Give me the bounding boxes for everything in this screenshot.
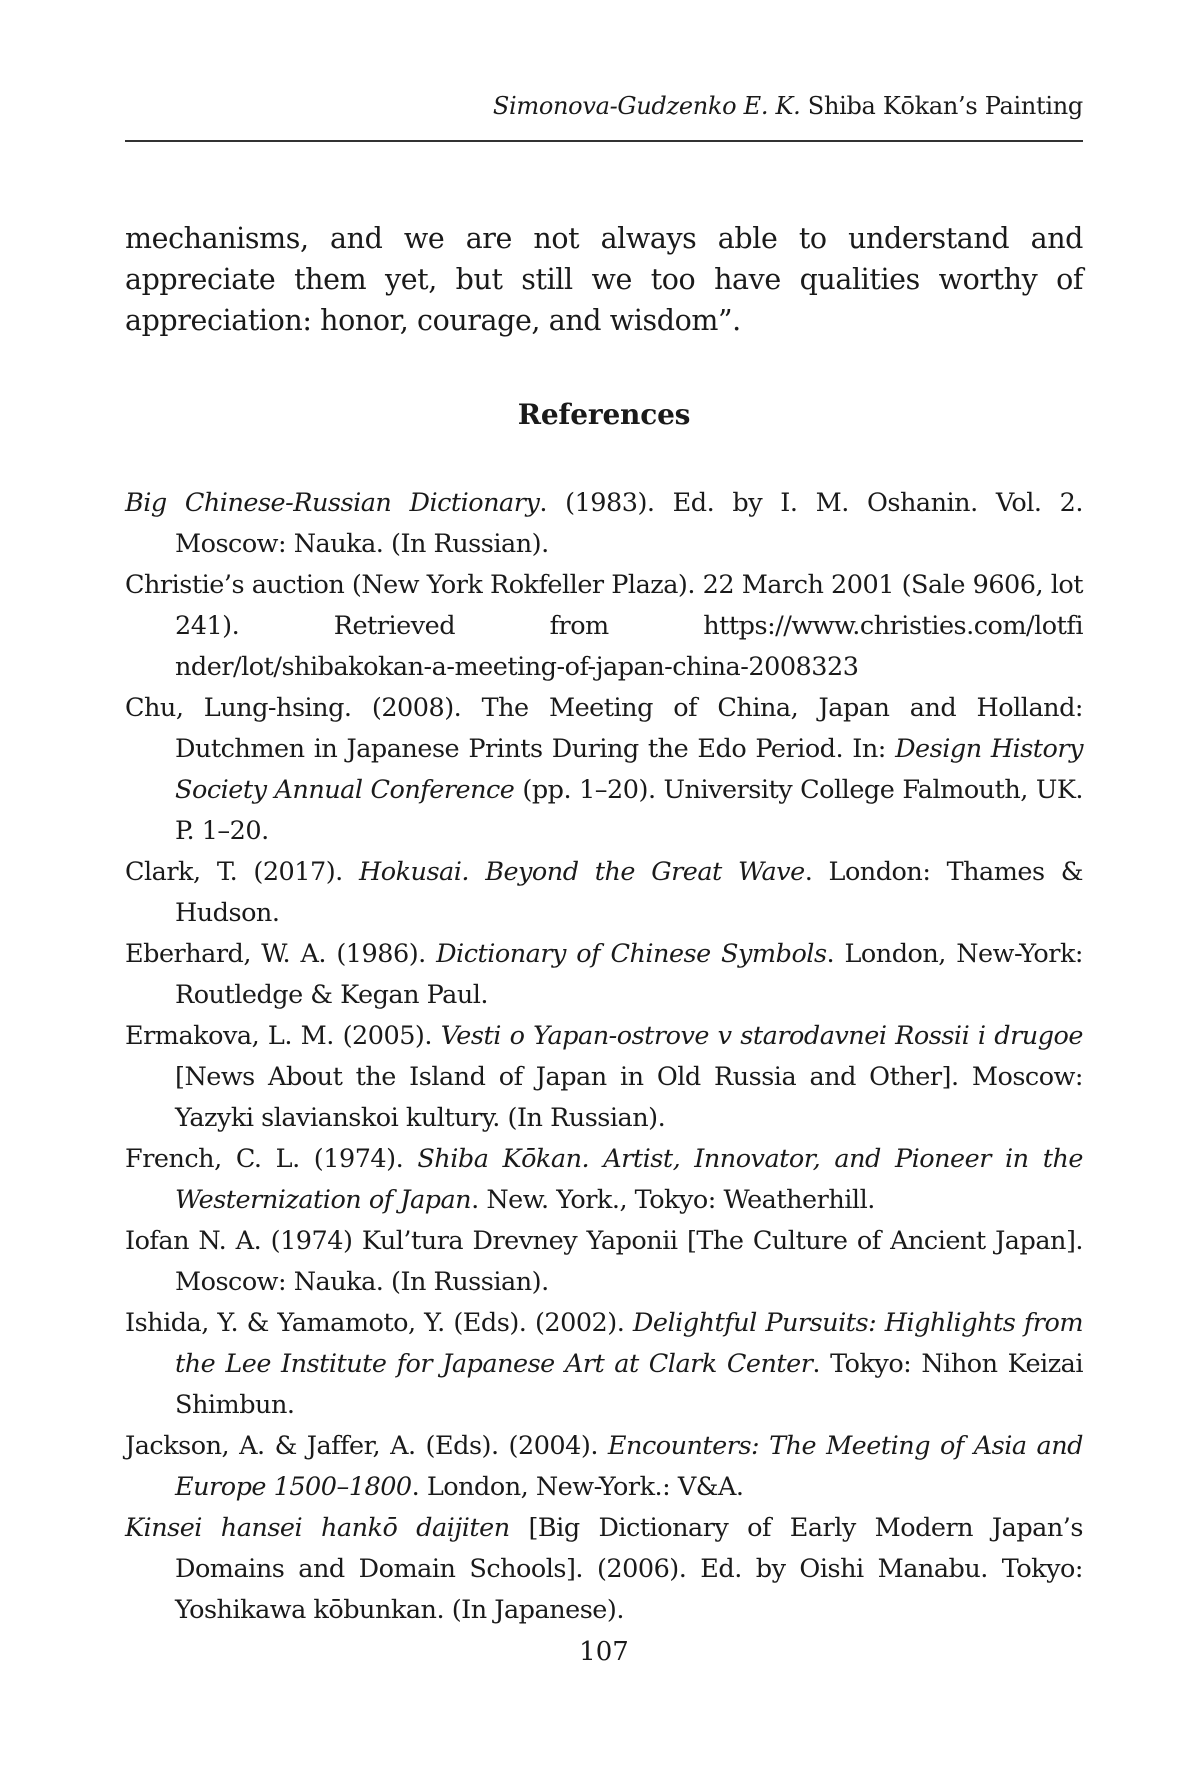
reference-text: French, C. L. (1974). — [125, 1144, 418, 1174]
reference-text: Chu, Lung-hsing. (2008). The Meeting of China, Japan and Holland: Dutchmen in Japanese Prints During the Edo Period. In: — [125, 693, 1083, 764]
header-title: Shiba Kōkan’s Painting — [807, 92, 1083, 120]
reference-item — [125, 1221, 1083, 1303]
reference-italic: Hokusai. Beyond the Great Wave — [358, 857, 805, 887]
header-author: Simonova-Gudzenko E. K. — [492, 92, 801, 120]
reference-text: Ermakova, L. M. (2005). — [125, 1021, 441, 1051]
reference-text: Ishida, Y. & Yamamoto, Y. (Eds). (2002). — [125, 1308, 633, 1338]
reference-italic: Design History Society Annual Conference — [175, 734, 1083, 805]
references-list — [125, 483, 1083, 1631]
reference-italic: Delightful Pursuits: Highlights from the Lee Institute for Japanese Art at Clark Center — [175, 1308, 1083, 1379]
reference-text: . London, New-York: Routledge & Kegan Paul. — [175, 939, 1083, 1010]
reference-item — [125, 934, 1083, 1016]
header-rule — [125, 140, 1083, 142]
reference-text: Jackson, A. & Jaffer, A. (Eds). (2004). — [125, 1431, 608, 1461]
reference-italic: Shiba Kōkan. Artist, Innovator, and Pioneer in the Westernization of Japan — [175, 1144, 1083, 1215]
page-number: 107 — [579, 1637, 629, 1667]
reference-text: . Tokyo: Nihon Keizai Shimbun. — [175, 1349, 1083, 1420]
reference-italic: Vesti o Yapan-ostrove v starodavnei Rossii i drugoe — [440, 1021, 1083, 1051]
running-header — [493, 92, 1083, 120]
reference-text: Iofan N. A. (1974) Kul’tura Drevney Yaponii [The Culture of Ancient Japan]. Moscow: Nauka. (In Russian). — [125, 1226, 1083, 1297]
reference-item — [125, 852, 1083, 934]
reference-text: [Big Dictionary of Early Modern Japan’s Domains and Domain Schools]. (2006). Ed. by Oishi Manabu. Tokyo: Yoshikawa kōbunkan. (In Japanese). — [175, 1513, 1083, 1625]
reference-italic: Dictionary of Chinese Symbols — [436, 939, 827, 969]
reference-text: . (1983). Ed. by I. M. Oshanin. Vol. 2. Moscow: Nauka. (In Russian). — [175, 488, 1083, 559]
reference-item — [125, 483, 1083, 565]
reference-italic: Big Chinese-Russian Dictionary — [125, 488, 540, 518]
reference-text: . London, New-York.: V&A. — [411, 1472, 744, 1502]
reference-item — [125, 1303, 1083, 1426]
reference-item — [125, 1139, 1083, 1221]
reference-text: Clark, T. (2017). — [125, 857, 359, 887]
reference-italic: Encounters: The Meeting of Asia and Europe 1500–1800 — [175, 1431, 1083, 1502]
reference-item — [125, 565, 1083, 688]
reference-item — [125, 1016, 1083, 1139]
reference-item — [125, 1426, 1083, 1508]
reference-item — [125, 1508, 1083, 1631]
reference-text: Christie’s auction (New York Rokfeller Plaza). 22 March 2001 (Sale 9606, lot 241). Retrieved from https://www.christies.com/lotfi nder/lot/shibakokan-a-meeting-of-japan-china-2008323 — [125, 570, 1083, 682]
reference-text: (pp. 1–20). University College Falmouth, UK. P. 1–20. — [175, 775, 1083, 846]
reference-item — [125, 688, 1083, 852]
document-page — [125, 0, 1083, 1780]
reference-text: . New. York., Tokyo: Weatherhill. — [471, 1185, 875, 1215]
references-heading: References — [517, 398, 691, 431]
reference-italic: Kinsei hansei hankō daijiten — [125, 1513, 510, 1543]
reference-text: . London: Thames & Hudson. — [175, 857, 1084, 928]
reference-text: Eberhard, W. A. (1986). — [125, 939, 437, 969]
body-paragraph: mechanisms, and we are not always able to understand and appreciate them yet, but still we too have qualities worthy of appreciation: honor, courage, and wisdom”. — [125, 221, 1083, 337]
reference-text: [News About the Island of Japan in Old Russia and Other]. Moscow: Yazyki slavianskoi kultury. (In Russian). — [175, 1062, 1083, 1133]
